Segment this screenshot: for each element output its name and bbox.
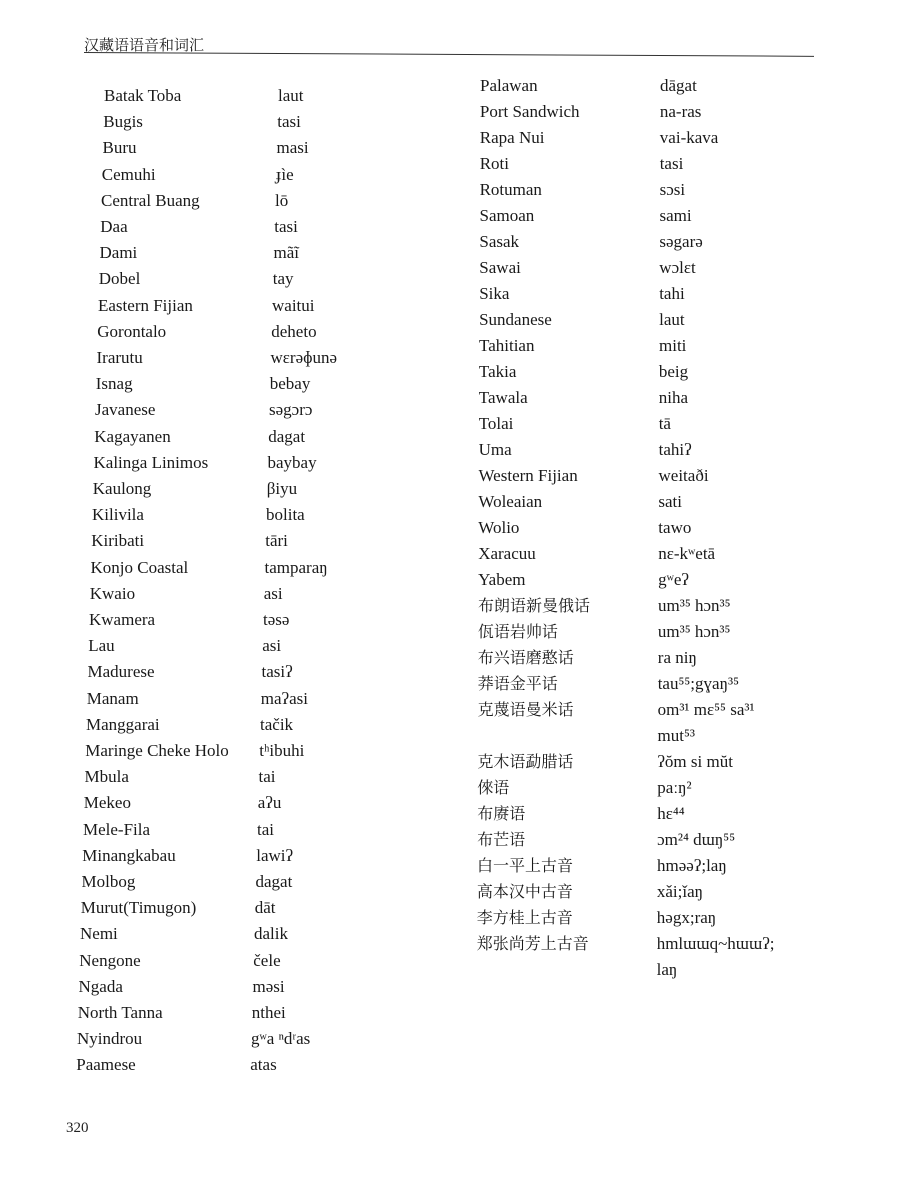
language-name: 高本汉中古音 xyxy=(476,882,573,901)
language-name: Konjo Coastal xyxy=(90,557,189,577)
word-form: dāgat xyxy=(660,76,697,95)
language-name: Wolio xyxy=(478,518,520,537)
word-form: aʔu xyxy=(257,793,282,813)
word-form: təsə xyxy=(263,610,290,629)
language-name: Mekeo xyxy=(83,793,131,813)
word-form: čele xyxy=(253,950,281,970)
word-form: məsi xyxy=(252,976,285,996)
word-form: səgɔrɔ xyxy=(269,400,313,420)
word-form: tāri xyxy=(265,531,288,551)
language-name: Eastern Fijian xyxy=(98,295,193,315)
language-name: North Tanna xyxy=(77,1003,163,1022)
language-name: Sundanese xyxy=(479,310,552,329)
word-form: niha xyxy=(658,388,689,407)
word-form: tau⁵⁵;gɣaŋ³⁵ xyxy=(657,674,740,693)
running-head-title: 汉藏语语音和词汇 xyxy=(84,36,205,54)
language-name: Murut(Timugon) xyxy=(80,898,197,918)
word-form: paːŋ² xyxy=(657,778,692,797)
word-form: asi xyxy=(262,636,282,656)
word-form: wɔlɛt xyxy=(659,258,696,277)
word-form: ʔŏm si mŭt xyxy=(657,752,733,771)
language-name: Kwaio xyxy=(89,583,136,603)
word-form: tasi xyxy=(274,217,298,236)
word-form: bebay xyxy=(269,374,311,394)
word-form: deheto xyxy=(271,321,317,341)
language-name: Manggarai xyxy=(86,714,160,734)
language-name: Dobel xyxy=(98,269,141,289)
word-form: xǎi;ǐaŋ xyxy=(656,882,704,901)
language-name: 莽语金平话 xyxy=(477,674,558,693)
language-name: Kilivila xyxy=(92,505,144,525)
language-name: Batak Toba xyxy=(104,86,182,105)
word-form: nɛ-kʷetā xyxy=(658,544,716,563)
word-form: um³⁵ hɔn³⁵ xyxy=(658,596,731,615)
language-name: Kalinga Linimos xyxy=(93,452,209,472)
language-name: Woleaian xyxy=(478,492,543,511)
word-form: hməəʔ;laŋ xyxy=(657,856,727,875)
word-form: lawiʔ xyxy=(256,845,294,865)
word-form: waitui xyxy=(272,295,315,315)
language-name: Kagayanen xyxy=(94,426,171,446)
word-form: tai xyxy=(257,819,274,839)
word-form: sami xyxy=(659,206,692,225)
word-form: sɔsi xyxy=(659,180,686,199)
language-name: Palawan xyxy=(480,76,538,95)
language-name: 倈语 xyxy=(477,778,510,797)
word-form: tasi xyxy=(659,154,684,173)
word-form: dalik xyxy=(254,924,288,944)
word-form: tai xyxy=(258,767,276,787)
language-name: Nemi xyxy=(80,924,118,944)
language-name: Sika xyxy=(479,284,510,303)
language-name: Daa xyxy=(100,217,128,236)
word-form: dagat xyxy=(268,426,306,446)
language-name: Tolai xyxy=(478,414,514,433)
language-name: 李方桂上古音 xyxy=(476,908,573,927)
word-form: səgarə xyxy=(659,232,703,251)
language-name: Ngada xyxy=(78,976,123,996)
language-name: 布赓语 xyxy=(477,804,526,823)
language-name: 布兴语磨憨话 xyxy=(477,648,574,667)
language-name: Gorontalo xyxy=(97,321,167,341)
word-form: βiyu xyxy=(266,479,298,498)
language-name: Roti xyxy=(479,154,509,173)
word-form: laut xyxy=(278,86,304,105)
word-form: nthei xyxy=(251,1003,286,1022)
word-form: həgx;raŋ xyxy=(656,908,717,927)
language-name: Javanese xyxy=(95,400,156,420)
language-name: Kaulong xyxy=(92,479,152,498)
language-name: Irarutu xyxy=(96,348,143,367)
language-name: Central Buang xyxy=(101,190,200,210)
word-form: weitaði xyxy=(658,466,709,485)
language-name: Minangkabau xyxy=(82,845,176,865)
language-name: Samoan xyxy=(479,206,535,225)
word-form: mut⁵³ xyxy=(657,726,695,745)
language-name: Molbog xyxy=(81,872,136,891)
language-name: Dami xyxy=(99,243,138,263)
word-form: masi xyxy=(276,138,309,158)
language-name: Tahitian xyxy=(479,336,535,355)
language-name: 克蔑语曼米话 xyxy=(477,700,574,719)
language-name: Manam xyxy=(86,688,139,708)
word-form: tahiʔ xyxy=(658,440,692,459)
language-name: Uma xyxy=(478,440,512,459)
word-form: tay xyxy=(272,269,294,289)
word-form: maʔasi xyxy=(260,688,308,708)
word-form: hmlɯɯq~hɯɯʔ; xyxy=(656,934,775,953)
word-form: miti xyxy=(659,336,687,355)
word-form: tasi xyxy=(277,112,301,132)
word-form: um³⁵ hɔn³⁵ xyxy=(657,622,731,641)
language-name: Mbula xyxy=(84,767,129,787)
word-form: bolita xyxy=(266,505,305,525)
word-form: tawo xyxy=(658,518,692,537)
word-form: dagat xyxy=(255,872,293,891)
language-name: 白一平上古音 xyxy=(477,856,574,875)
word-form: laut xyxy=(659,310,685,329)
word-form: tā xyxy=(658,414,671,433)
language-name: Kwamera xyxy=(89,610,156,629)
language-name: Buru xyxy=(102,138,137,158)
language-name: 佤语岩帅话 xyxy=(477,622,558,641)
word-form: vai-kava xyxy=(659,128,719,147)
language-name: 克木语勐腊话 xyxy=(477,752,574,771)
language-name: Kiribati xyxy=(91,531,145,551)
word-form: wɛrəɸunə xyxy=(270,348,338,367)
word-form: atas xyxy=(250,1055,277,1075)
language-name: Sawai xyxy=(479,258,521,277)
word-form: baybay xyxy=(267,452,317,472)
language-name: Tawala xyxy=(478,388,528,407)
language-name: Western Fijian xyxy=(478,466,578,485)
word-form: beig xyxy=(658,362,689,381)
language-name: Cemuhi xyxy=(101,164,156,184)
word-form: laŋ xyxy=(656,960,678,979)
language-name: Maringe Cheke Holo xyxy=(85,741,229,760)
word-form: tačik xyxy=(260,714,294,734)
language-name: Xaracuu xyxy=(478,544,536,563)
language-name: Madurese xyxy=(87,662,155,682)
word-form: om³¹ mɛ⁵⁵ sa³¹ xyxy=(657,700,755,719)
word-form: tasiʔ xyxy=(261,662,293,682)
language-name: Nengone xyxy=(79,950,141,970)
language-name: Port Sandwich xyxy=(479,102,580,121)
word-form: lō xyxy=(275,190,289,210)
language-name: Nyindrou xyxy=(77,1029,143,1049)
word-form: ɟìe xyxy=(275,164,294,184)
language-name: 布芒语 xyxy=(477,830,526,849)
language-name: Takia xyxy=(478,362,517,381)
word-form: hɛ⁴⁴ xyxy=(657,804,685,823)
word-form: ra niŋ xyxy=(657,648,697,667)
language-name: Rapa Nui xyxy=(479,128,545,147)
language-name: Bugis xyxy=(103,112,143,132)
word-form: gʷa ⁿdʳas xyxy=(251,1029,311,1049)
word-form: dāt xyxy=(254,898,276,918)
word-form: tamparaŋ xyxy=(264,557,328,577)
word-form: na-ras xyxy=(659,102,702,121)
language-name: Mele-Fila xyxy=(83,819,151,839)
language-name: Paamese xyxy=(76,1055,136,1075)
word-form: sati xyxy=(658,492,682,511)
word-form: ɔm²⁴ dɯŋ⁵⁵ xyxy=(657,830,736,849)
language-name: 郑张尚芳上古音 xyxy=(476,934,589,953)
page-number: 320 xyxy=(66,1120,89,1136)
language-name: Rotuman xyxy=(479,180,542,199)
language-name: Sasak xyxy=(479,232,520,251)
word-form: tahi xyxy=(659,284,685,303)
word-form: asi xyxy=(263,583,283,603)
word-form: tʰibuhi xyxy=(259,741,305,760)
word-form: gʷeʔ xyxy=(658,570,689,589)
language-name: 布朗语新曼俄话 xyxy=(478,596,591,615)
language-name: Isnag xyxy=(95,374,133,394)
word-form: mãĩ xyxy=(273,243,299,263)
language-name: Yabem xyxy=(478,570,526,589)
language-name: Lau xyxy=(88,636,115,656)
